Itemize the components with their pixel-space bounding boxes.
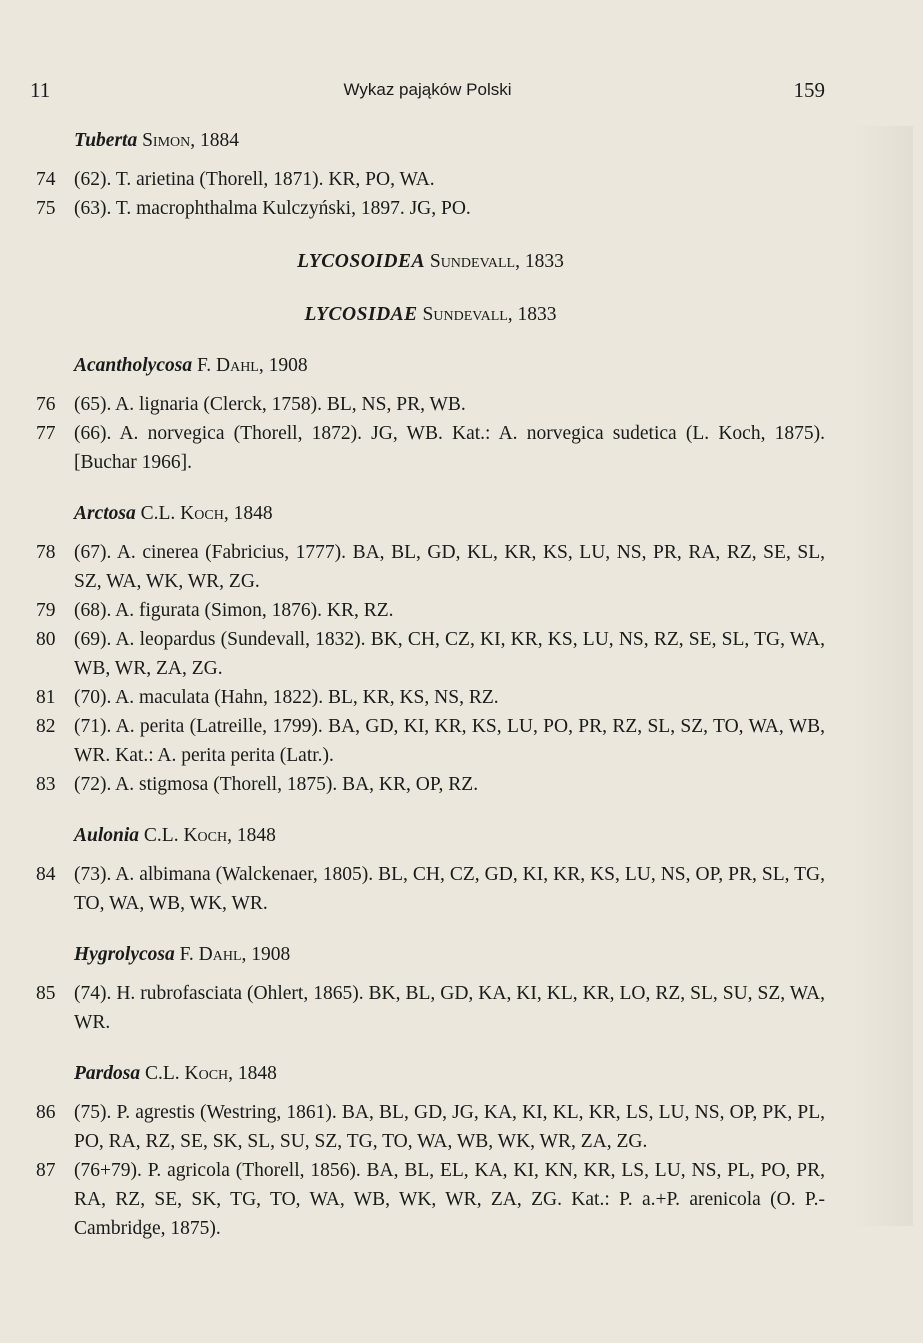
genus-heading xyxy=(36,1059,825,1088)
entry-text: (71). A. perita (Latreille, 1799). BA, GD, KI, KR, KS, LU, PO, PR, RZ, SL, SZ, TO, WA, WB, WR. Kat.: A. perita perita (Latr.). xyxy=(74,716,825,766)
species-entry xyxy=(36,165,825,194)
entry-number: 75 xyxy=(36,198,56,219)
entry-text: (73). A. albimana (Walckenaer, 1805). BL, CH, CZ, GD, KI, KR, KS, LU, NS, OP, PR, SL, TG, TO, WA, WB, WK, WR. xyxy=(74,864,825,914)
taxon-author: F. Dahl, 1908 xyxy=(179,944,291,965)
species-entry xyxy=(36,712,825,770)
genus-name: Pardosa xyxy=(74,1063,141,1084)
entry-text: (72). A. stigmosa (Thorell, 1875). BA, KR, OP, RZ. xyxy=(74,774,479,795)
species-entry xyxy=(36,194,825,223)
family-heading xyxy=(36,247,825,276)
entry-number: 87 xyxy=(36,1160,56,1181)
genus-name: Tuberta xyxy=(74,130,138,151)
family-heading xyxy=(36,300,825,329)
entry-text: (68). A. figurata (Simon, 1876). KR, RZ. xyxy=(74,600,394,621)
entry-number: 81 xyxy=(36,687,56,708)
entry-text: (67). A. cinerea (Fabricius, 1777). BA, BL, GD, KL, KR, KS, LU, NS, PR, RA, RZ, SE, SL, SZ, WA, WK, WR, ZG. xyxy=(74,542,825,592)
genus-heading xyxy=(36,499,825,528)
entry-text: (66). A. norvegica (Thorell, 1872). JG, WB. Kat.: A. norvegica sudetica (L. Koch, 1875). [Buchar 1966]. xyxy=(74,423,825,473)
taxon-author: C.L. Koch, 1848 xyxy=(143,825,276,846)
entry-number: 78 xyxy=(36,542,56,563)
family-name: LYCOSOIDEA xyxy=(297,251,425,272)
running-header xyxy=(30,78,825,104)
family-name: LYCOSIDAE xyxy=(304,304,418,325)
entry-text: (75). P. agrestis (Westring, 1861). BA, BL, GD, JG, KA, KI, KL, KR, LS, LU, NS, OP, PK, PL, PO, RA, RZ, SE, SK, SL, SU, SZ, TG, TO, WA, WB, WK, WR, ZA, ZG. xyxy=(74,1102,825,1152)
species-entry xyxy=(36,419,825,477)
running-title: Wykaz pająków Polski xyxy=(343,80,512,99)
genus-name: Arctosa xyxy=(74,503,136,524)
page-number: 159 xyxy=(793,78,825,102)
species-entry xyxy=(36,596,825,625)
entry-number: 80 xyxy=(36,629,56,650)
species-list xyxy=(36,126,825,1243)
species-entry xyxy=(36,860,825,918)
entry-number: 79 xyxy=(36,600,56,621)
entry-number: 85 xyxy=(36,983,56,1004)
entry-text: (65). A. lignaria (Clerck, 1758). BL, NS, PR, WB. xyxy=(74,394,466,415)
genus-name: Acantholycosa xyxy=(74,355,193,376)
entry-number: 76 xyxy=(36,394,56,415)
genus-heading xyxy=(36,126,825,155)
species-entry xyxy=(36,683,825,712)
chapter-number: 11 xyxy=(30,78,51,102)
genus-heading xyxy=(36,940,825,969)
entry-text: (70). A. maculata (Hahn, 1822). BL, KR, KS, NS, RZ. xyxy=(74,687,499,708)
genus-heading xyxy=(36,351,825,380)
show-through-shading xyxy=(853,126,913,1226)
entry-text: (69). A. leopardus (Sundevall, 1832). BK, CH, CZ, KI, KR, KS, LU, NS, RZ, SE, SL, TG, WA, WB, WR, ZA, ZG. xyxy=(74,629,825,679)
species-entry xyxy=(36,979,825,1037)
entry-number: 86 xyxy=(36,1102,56,1123)
species-entry xyxy=(36,625,825,683)
genus-name: Hygrolycosa xyxy=(74,944,175,965)
taxon-author: C.L. Koch, 1848 xyxy=(140,503,273,524)
entry-text: (74). H. rubrofasciata (Ohlert, 1865). BK, BL, GD, KA, KI, KL, KR, LO, RZ, SL, SU, SZ, WA, WR. xyxy=(74,983,825,1033)
genus-heading xyxy=(36,821,825,850)
entry-number: 74 xyxy=(36,169,56,190)
species-entry xyxy=(36,390,825,419)
taxon-author: F. Dahl, 1908 xyxy=(196,355,308,376)
species-entry xyxy=(36,1156,825,1243)
taxon-author: Simon, 1884 xyxy=(142,130,240,151)
taxon-author: Sundevall, 1833 xyxy=(422,304,557,325)
entry-text: (76+79). P. agricola (Thorell, 1856). BA, BL, EL, KA, KI, KN, KR, LS, LU, NS, PL, PO, PR, RA, RZ, SE, SK, TG, TO, WA, WB, WK, WR, ZA, ZG. Kat.: P. a.+P. arenicola (O. P.-Cambridge, 1875). xyxy=(74,1160,825,1239)
entry-number: 84 xyxy=(36,864,56,885)
taxon-author: Sundevall, 1833 xyxy=(429,251,564,272)
entry-text: (62). T. arietina (Thorell, 1871). KR, PO, WA. xyxy=(74,169,435,190)
species-entry xyxy=(36,770,825,799)
entry-number: 83 xyxy=(36,774,56,795)
species-entry xyxy=(36,538,825,596)
entry-number: 77 xyxy=(36,423,56,444)
species-entry xyxy=(36,1098,825,1156)
genus-name: Aulonia xyxy=(74,825,140,846)
taxon-author: C.L. Koch, 1848 xyxy=(144,1063,277,1084)
entry-number: 82 xyxy=(36,716,56,737)
entry-text: (63). T. macrophthalma Kulczyński, 1897. JG, PO. xyxy=(74,198,471,219)
